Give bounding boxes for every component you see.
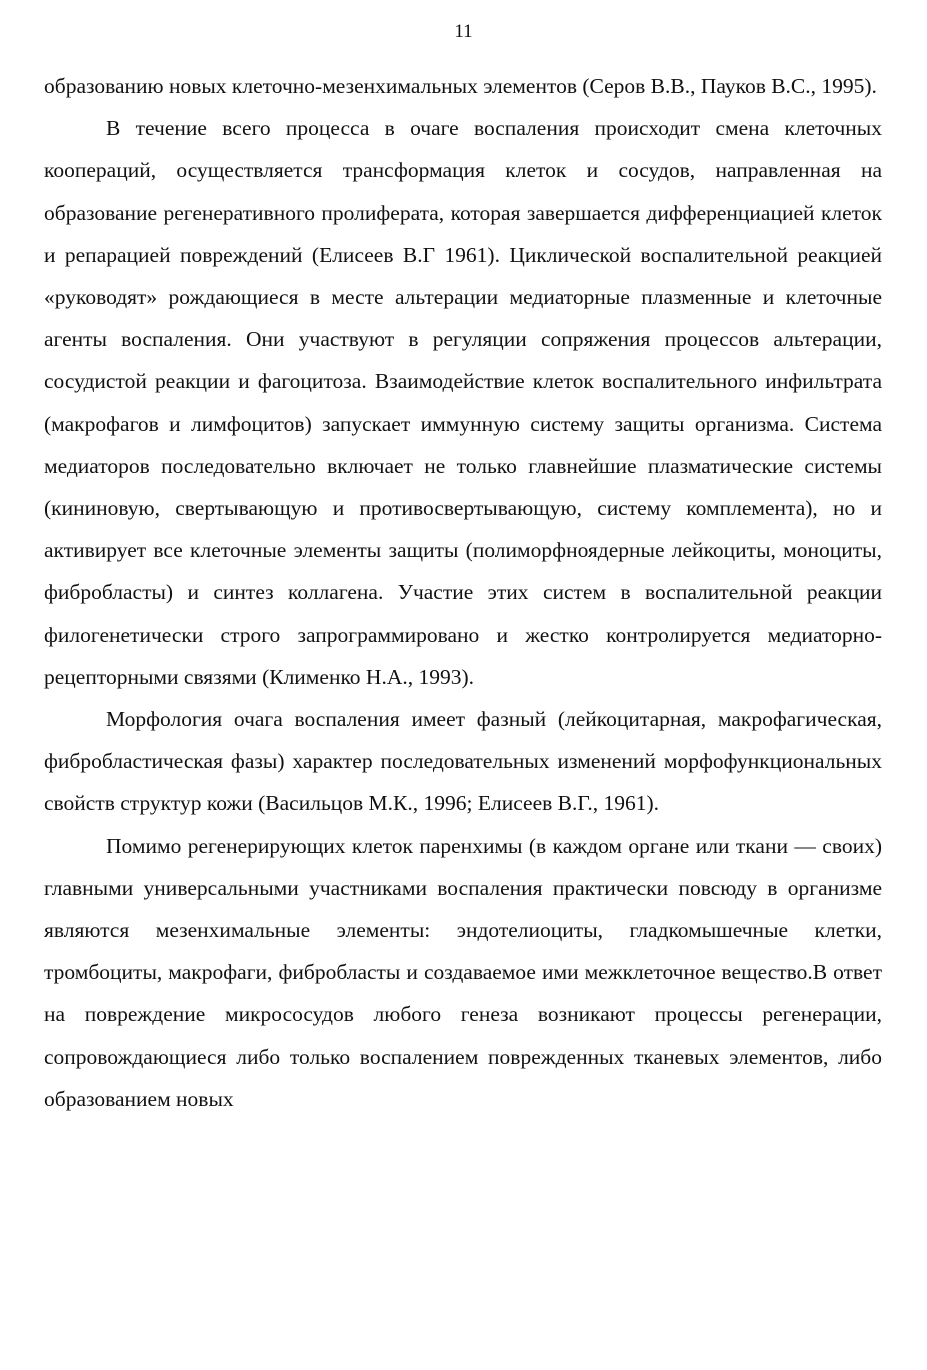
page-number: 11	[454, 21, 473, 42]
paragraph-1: образованию новых клеточно-мезенхимальных элементов (Серов В.В., Пауков В.С., 1995).	[44, 74, 877, 98]
paragraph-2: В течение всего процесса в очаге воспаления происходит смена клеточных коопераций, осуществляется трансформация клеток и сосудов, направленная на образование регенеративного пролиферата, которая завершается дифференциацией клеток и репарацией повреждений (Елисеев В.Г 1961). Циклической воспалительной реакцией «руководят» рождающиеся в месте альтерации медиаторные плазменные и клеточные агенты воспаления. Они участвуют в регуляции сопряжения процессов альтерации, сосудистой реакции и фагоцитоза. Взаимодействие клеток воспалительного инфильтрата (макрофагов и лимфоцитов) запускает иммунную систему защиты организма. Система медиаторов последовательно включает не только главнейшие плазматические системы (кининовую, свертывающую и противосвертывающую, систему комплемента), но и активирует все клеточные элементы защиты (полиморфноядерные лейкоциты, моноциты, фибробласты) и синтез коллагена. Участие этих систем в воспалительной реакции филогенетически строго запрограммировано и жестко контролируется медиаторно-рецепторными связями (Клименко Н.А., 1993).	[44, 116, 882, 689]
paragraph-3: Морфология очага воспаления имеет фазный (лейкоцитарная, макрофагическая, фибробластическая фазы) характер последовательных изменений морфофункциональных свойств структур кожи (Васильцов М.К., 1996; Елисеев В.Г., 1961).	[44, 707, 882, 816]
paragraph-4: Помимо регенерирующих клеток паренхимы (в каждом органе или ткани — своих) главными универсальными участниками воспаления практически повсюду в организме являются мезенхимальные элементы: эндотелиоциты, гладкомышечные клетки, тромбоциты, макрофаги, фибробласты и создаваемое ими межклеточное вещество.В ответ на повреждение микрососудов любого генеза возникают процессы регенерации, сопровождающиеся либо только воспалением поврежденных тканевых элементов, либо образованием новых	[44, 833, 882, 1111]
document-body	[44, 65, 882, 1120]
